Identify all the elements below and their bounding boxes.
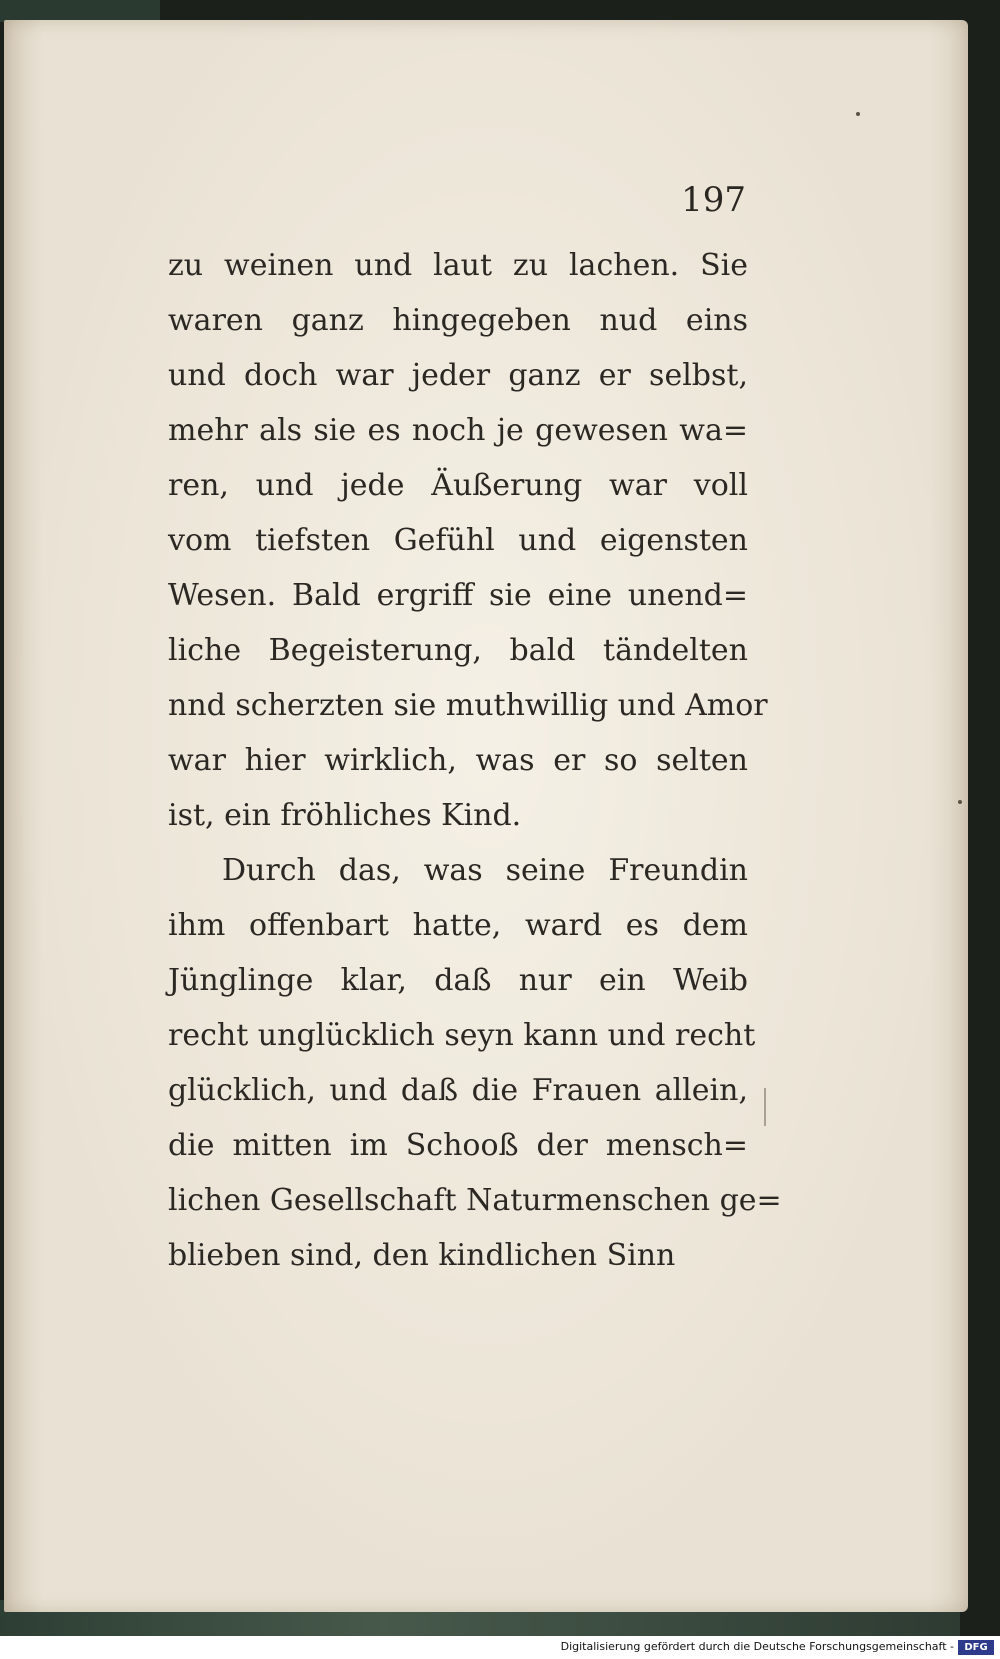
- text-line: war hier wirklich, was er so selten: [168, 743, 748, 778]
- digitization-credit: Digitalisierung gefördert durch die Deutsche Forschungsgemeinschaft -: [560, 1640, 954, 1653]
- text-line: ihm offenbart hatte, ward es dem: [168, 908, 748, 943]
- text-line: ist, ein fröhliches Kind.: [168, 798, 522, 833]
- page-number: 197: [681, 180, 746, 220]
- text-line: glücklich, und daß die Frauen allein,: [168, 1073, 748, 1108]
- binding-edge-top: [0, 0, 160, 22]
- paper-speck: [958, 800, 962, 804]
- text-line: und doch war jeder ganz er selbst,: [168, 358, 748, 393]
- text-line: liche Begeisterung, bald tändelten: [168, 633, 748, 668]
- text-line: zu weinen und laut zu lachen. Sie: [168, 248, 748, 283]
- text-line: mehr als sie es noch je gewesen wa=: [168, 413, 748, 448]
- text-line: waren ganz hingegeben nud eins: [168, 303, 748, 338]
- dfg-logo: DFG: [958, 1640, 994, 1655]
- margin-pencil-mark: [764, 1088, 766, 1126]
- text-line: lichen Gesellschaft Naturmenschen ge=: [168, 1183, 782, 1218]
- text-line: vom tiefsten Gefühl und eigensten: [168, 523, 748, 558]
- text-line: recht unglücklich seyn kann und recht: [168, 1018, 756, 1053]
- body-text: [168, 238, 782, 1283]
- text-line: ren, und jede Äußerung war voll: [168, 468, 748, 503]
- paper-speck: [856, 112, 860, 116]
- text-line: Wesen. Bald ergriff sie eine unend=: [168, 578, 748, 613]
- text-line: Durch das, was seine Freundin: [222, 853, 748, 888]
- text-line: nnd scherzten sie muthwillig und Amor: [168, 688, 768, 723]
- text-line: die mitten im Schooß der mensch=: [168, 1128, 748, 1163]
- text-line: Jünglinge klar, daß nur ein Weib: [168, 963, 748, 998]
- text-line: blieben sind, den kindlichen Sinn: [168, 1238, 676, 1273]
